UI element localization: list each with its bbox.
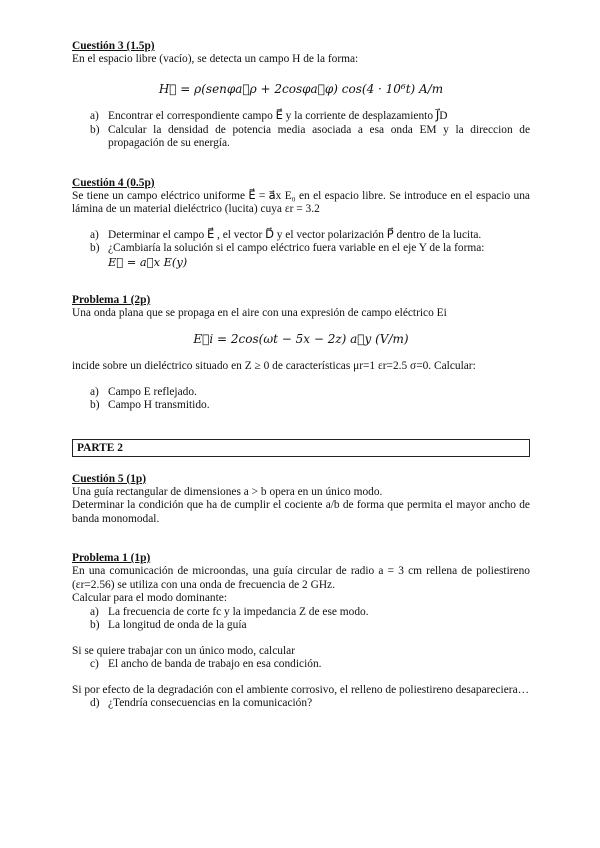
- list-item: b) Campo H transmitido.: [90, 399, 210, 411]
- list-item: d) ¿Tendría consecuencias en la comunicación?: [90, 697, 313, 709]
- list-item: a) La frecuencia de corte fc y la impedancia Z de ese modo.: [90, 605, 369, 618]
- list-item: b) La longitud de onda de la guía: [90, 619, 247, 631]
- section-header-parte-2: PARTE 2: [72, 439, 530, 457]
- list-item: a) Determinar el campo E⃗ , el vector D⃗ y el vector polarización P⃗ dentro de la lucita.: [90, 228, 482, 241]
- q3-title: Cuestión 3 (1.5p): [72, 40, 155, 52]
- p1b-list-d: [72, 697, 530, 711]
- p1b-list: [72, 606, 530, 633]
- q3-intro: En el espacio libre (vacío), se detecta un campo H de la forma:: [72, 53, 359, 65]
- p1-equation: E⃗i = 2cos(ωt − 5x − 2z) a⃗y (V/m): [193, 331, 409, 346]
- p1b-corrosion: Si por efecto de la degradación con el ambiente corrosivo, el relleno de poliestireno desaparecierа…: [72, 683, 530, 696]
- p1b-single: Si se quiere trabajar con un único modo, calcular: [72, 644, 295, 657]
- p1b-calc: Calcular para el modo dominante:: [72, 592, 227, 604]
- p1b-intro: En una comunicación de microondas, una guía circular de radio a = 3 cm rellena de poliestireno (εr=2.56) se utiliza con una onda de frecuencia de 2 GHz.: [72, 565, 530, 591]
- q3-list: [72, 110, 530, 151]
- p1b-title: Problema 1 (1p): [72, 552, 151, 564]
- document-page: [72, 40, 530, 711]
- q5-line2: Determinar la condición que ha de cumplir el cociente a/b de forma que permita el mayor ancho de banda monomodal.: [72, 499, 530, 525]
- q4-title: Cuestión 4 (0.5p): [72, 176, 155, 189]
- p1-list: [72, 386, 530, 413]
- q3-equation: H⃗ = ρ(senφa⃗ρ + 2cosφa⃗φ) cos(4 · 10⁶t) A/m: [158, 81, 444, 96]
- list-item: c) El ancho de banda de trabajo en esa condición.: [90, 658, 322, 670]
- p1-after: incide sobre un dieléctrico situado en Z ≥ 0 de características μr=1 εr=2.5 σ=0. Calcular:: [72, 360, 476, 372]
- q5-line1: Una guía rectangular de dimensiones a > b opera en un único modo.: [72, 485, 383, 498]
- q4-eq-b: E⃗ = a⃗x E(y): [108, 254, 188, 269]
- p1b-list-c: [72, 658, 530, 672]
- q4-intro: Se tiene un campo eléctrico uniforme E⃗ = a⃗x E₀ en el espacio libre. Se introduce en el espacio una lámina de un material dieléctrico (lucita) cuya εr = 3.2: [72, 189, 530, 215]
- list-item: a) Encontrar el correspondiente campo E⃗ y la corriente de desplazamiento J⃗D: [90, 110, 448, 122]
- q4-list: [72, 229, 530, 271]
- p1-intro: Una onda plana que se propaga en el aire con una expresión de campo eléctrico Ei: [72, 307, 447, 319]
- p1-title: Problema 1 (2p): [72, 294, 151, 306]
- list-item: b) Calcular la densidad de potencia media asociada a esa onda EM y la direccion de propagación de su energía.: [90, 123, 530, 149]
- list-item: b) ¿Cambiaría la solución si el campo eléctrico fuera variable en el eje Y de la forma: E⃗ = a⃗x E(y): [90, 242, 485, 269]
- q5-title: Cuestión 5 (1p): [72, 472, 147, 485]
- list-item: a) Campo E reflejado.: [90, 385, 197, 398]
